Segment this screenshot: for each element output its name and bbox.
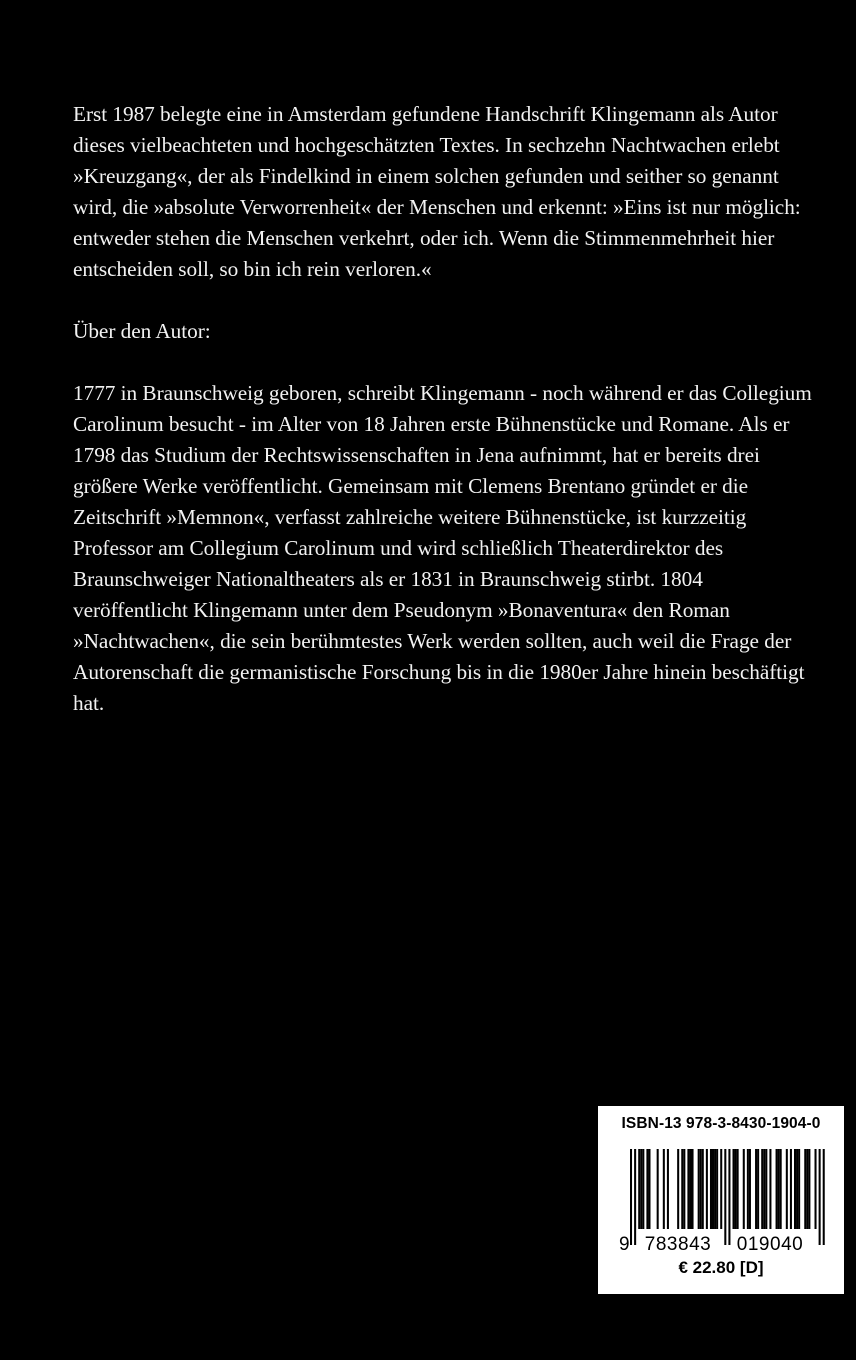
barcode-bar — [667, 1149, 669, 1229]
barcode-bar — [733, 1149, 735, 1229]
barcode-first-digit: 9 — [619, 1234, 630, 1253]
barcode-bar — [735, 1149, 737, 1229]
barcode-bar — [776, 1149, 778, 1229]
barcode-bar — [761, 1149, 763, 1229]
barcode-bars — [630, 1149, 825, 1245]
barcode-bar — [681, 1149, 683, 1229]
barcode-bar — [757, 1149, 759, 1229]
barcode-bar — [663, 1149, 665, 1229]
barcode-bar — [700, 1149, 702, 1229]
barcode-bar — [743, 1149, 745, 1229]
barcode-bar — [712, 1149, 714, 1229]
barcode-bar — [646, 1149, 648, 1229]
barcode-bar — [778, 1149, 780, 1229]
barcode-bar — [657, 1149, 659, 1229]
barcode-bar — [808, 1149, 810, 1229]
barcode-bar — [755, 1149, 757, 1229]
barcode-bar — [677, 1149, 679, 1229]
barcode-bar — [642, 1149, 644, 1229]
author-heading: Über den Autor: — [73, 319, 211, 343]
barcode-bar — [815, 1149, 817, 1229]
barcode-bar — [769, 1149, 771, 1229]
barcode-bar — [630, 1149, 632, 1245]
barcode-bar — [698, 1149, 700, 1229]
barcode-bar — [728, 1149, 730, 1245]
barcode-bar — [692, 1149, 694, 1229]
barcode-bar — [790, 1149, 792, 1229]
barcode-bar — [737, 1149, 739, 1229]
barcode-bar — [780, 1149, 782, 1229]
barcode-bar — [640, 1149, 642, 1229]
barcode-bar — [724, 1149, 726, 1245]
barcode-bar — [819, 1149, 821, 1245]
barcode-bar — [716, 1149, 718, 1229]
barcode-bar — [765, 1149, 767, 1229]
barcode-bar — [689, 1149, 691, 1229]
barcode-bar — [823, 1149, 825, 1245]
barcode-bar — [786, 1149, 788, 1229]
author-biography: 1777 in Braunschweig geboren, schreibt Klingemann - noch während er das Collegium Carolinum besucht - im Alter von 18 Jahren erste Bühnenstücke und Romane. Als er 1798 das Studium der Rechtswissenschaften in Jena aufnimmt, hat er bereits drei größere Werke veröffentlicht. Gemeinsam mit Clemens Brentano gründet er die Zeitschrift »Memnon«, verfasst zahlreiche weitere Bühnenstücke, ist kurzzeitig Professor am Collegium Carolinum und wird schließlich Theaterdirektor des Braunschweiger Nationaltheaters als er 1831 in Braunschweig stirbt. 1804 veröffentlicht Klingemann unter dem Pseudonym »Bonaventura« den Roman »Nachtwachen«, die sein berühmtestes Werk werden sollten, auch weil die Frage der Autorenschaft die germanistische Forschung bis in die 1980er Jahre hinein beschäftigt hat. — [73, 381, 812, 715]
barcode-bar — [747, 1149, 749, 1229]
barcode-bar — [796, 1149, 798, 1229]
barcode-bar — [710, 1149, 712, 1229]
barcode-bar — [683, 1149, 685, 1229]
barcode-bar — [804, 1149, 806, 1229]
price: € 22.80 [D] — [678, 1258, 764, 1277]
barcode-bar — [763, 1149, 765, 1229]
barcode-bar — [720, 1149, 722, 1229]
blurb-paragraph: Erst 1987 belegte eine in Amsterdam gefundene Handschrift Klingemann als Autor dieses vielbeachteten und hochgeschätzten Textes. In sechzehn Nachtwachen erlebt »Kreuzgang«, der als Findelkind in einem solchen gefunden und seither so genannt wird, die »absolute Verworrenheit« der Menschen und erkennt: »Eins ist nur möglich: entweder stehen die Menschen verkehrt, oder ich. Wenn die Stimmenmehrheit hier entscheiden soll, so bin ich rein verloren.« — [73, 102, 801, 281]
barcode-graphic — [616, 1149, 826, 1253]
barcode-bar — [706, 1149, 708, 1229]
isbn-label: ISBN-13 978-3-8430-1904-0 — [621, 1115, 821, 1132]
barcode — [616, 1149, 826, 1253]
barcode-bar — [634, 1149, 636, 1245]
barcode-bar — [806, 1149, 808, 1229]
barcode-bar — [749, 1149, 751, 1229]
barcode-bar — [702, 1149, 704, 1229]
barcode-left-digits: 783843 — [644, 1234, 712, 1253]
isbn-barcode-box — [598, 1106, 844, 1294]
barcode-bar — [638, 1149, 640, 1229]
barcode-bar — [687, 1149, 689, 1229]
barcode-bar — [794, 1149, 796, 1229]
blurb-text — [73, 99, 813, 750]
barcode-bar — [714, 1149, 716, 1229]
barcode-right-digits: 019040 — [736, 1234, 804, 1253]
barcode-bar — [798, 1149, 800, 1229]
barcode-bar — [648, 1149, 650, 1229]
